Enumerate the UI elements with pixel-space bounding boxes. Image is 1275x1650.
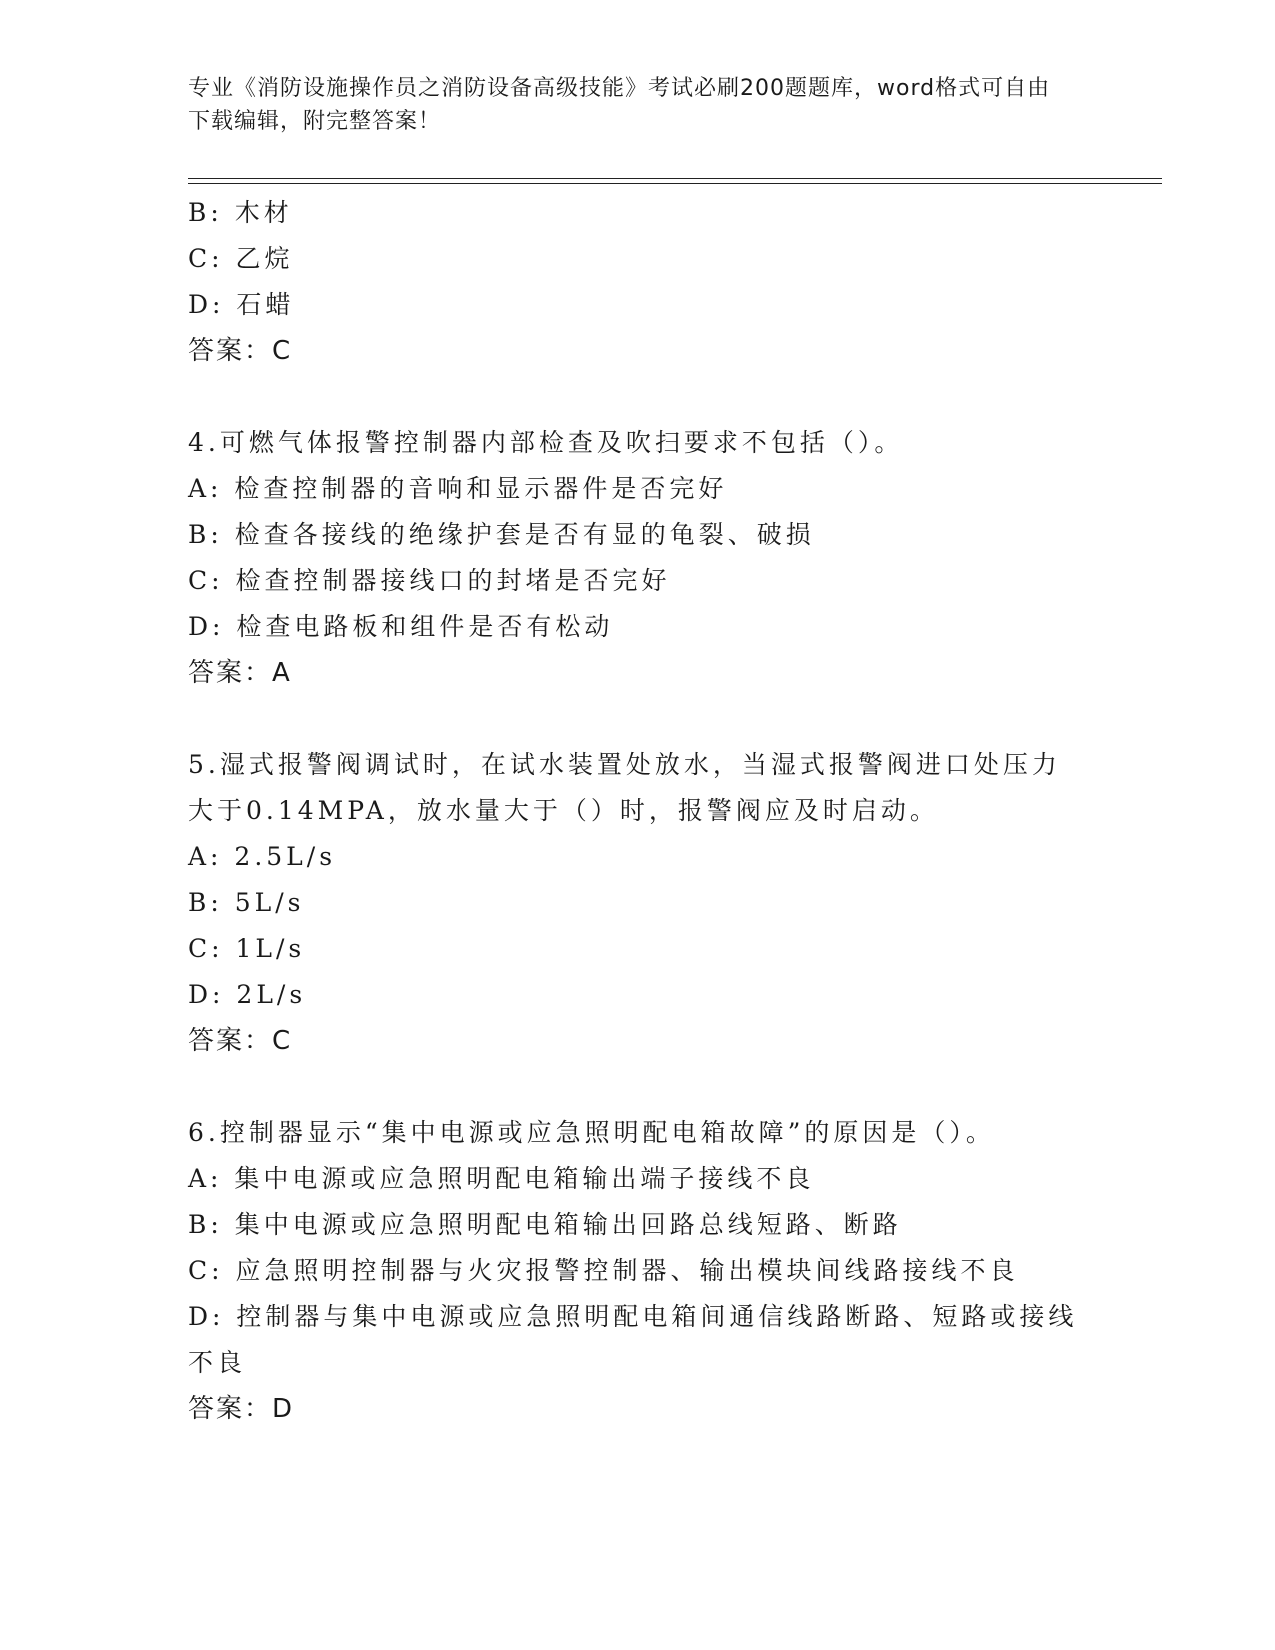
option-a: A: 检查控制器的音响和显示器件是否完好 (188, 474, 728, 503)
option-c: C: 应急照明控制器与火灾报警控制器、输出模块间线路接线不良 (188, 1256, 1019, 1285)
option-c: C: 检查控制器接线口的封堵是否完好 (188, 566, 671, 595)
option-d-line-1: D: 控制器与集中电源或应急照明配电箱间通信线路断路、短路或接线 (188, 1302, 1078, 1331)
option-b: B: 5L/s (188, 888, 305, 917)
question-text-line-1: 5.湿式报警阀调试时，在试水装置处放水，当湿式报警阀进口处压力 (188, 750, 1061, 779)
option-c: C: 乙烷 (188, 244, 294, 273)
question-text: 4.可燃气体报警控制器内部检查及吹扫要求不包括（）。 (188, 428, 904, 457)
answer-line: 答案：A (188, 658, 292, 688)
question-content (188, 190, 1088, 1432)
question-text-line-2: 大于0.14MPA，放水量大于（）时，报警阀应及时启动。 (188, 796, 939, 825)
spacer (188, 696, 1088, 742)
question-6 (188, 1110, 1088, 1432)
header-divider-secondary (188, 183, 1162, 184)
spacer (188, 1064, 1088, 1110)
option-a: A: 2.5L/s (188, 842, 337, 871)
question-text: 6.控制器显示“集中电源或应急照明配电箱故障”的原因是（）。 (188, 1118, 995, 1147)
question-3-continued (188, 190, 1088, 374)
option-d: D: 检查电路板和组件是否有松动 (188, 612, 614, 641)
option-b: B: 木材 (188, 198, 293, 227)
answer-line: 答案：C (188, 1026, 293, 1056)
option-d-line-2: 不良 (188, 1348, 247, 1377)
answer-line: 答案：C (188, 336, 293, 366)
option-b: B: 集中电源或应急照明配电箱输出回路总线短路、断路 (188, 1210, 902, 1239)
option-a: A: 集中电源或应急照明配电箱输出端子接线不良 (188, 1164, 815, 1193)
option-c: C: 1L/s (188, 934, 306, 963)
page-header: 专业《消防设施操作员之消防设备高级技能》考试必刷200题题库，word格式可自由下载编辑，附完整答案！ (188, 76, 1051, 134)
option-d: D: 2L/s (188, 980, 307, 1009)
question-5 (188, 742, 1088, 1064)
option-d: D: 石蜡 (188, 290, 295, 319)
question-4 (188, 420, 1088, 696)
spacer (188, 374, 1088, 420)
answer-line: 答案：D (188, 1394, 295, 1424)
option-b: B: 检查各接线的绝缘护套是否有显的龟裂、破损 (188, 520, 815, 549)
header-divider (188, 178, 1162, 179)
